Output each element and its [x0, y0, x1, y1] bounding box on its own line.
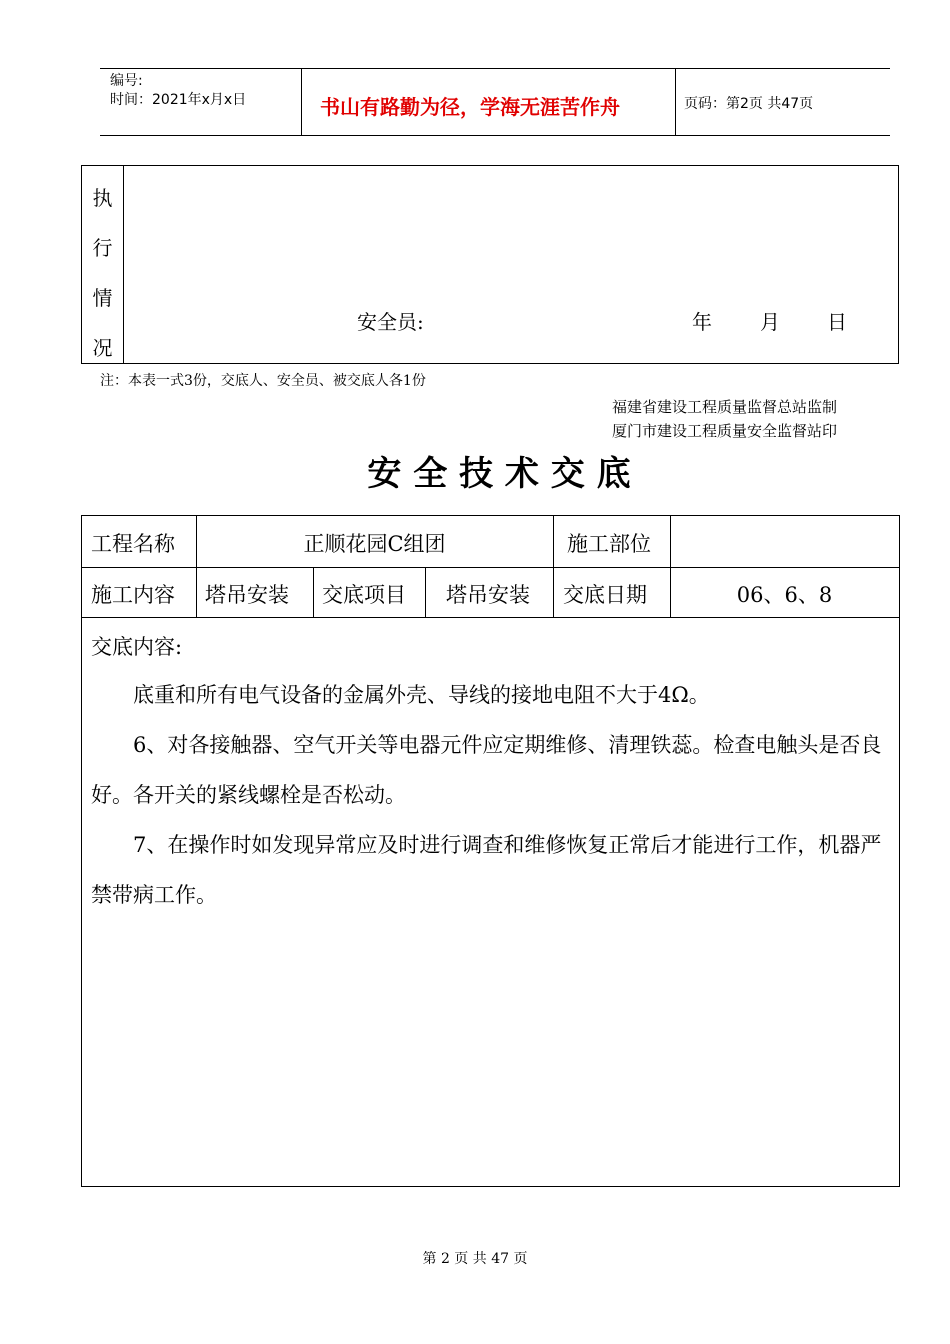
motto: 书山有路勤为径，学海无涯苦作舟 — [320, 95, 620, 119]
year-label: 年 — [692, 310, 712, 334]
body-paragraph-3: 7、在操作时如发现异常应及时进行调查和维修恢复正常后才能进行工作，机器严禁带病工作。 — [91, 833, 882, 907]
content-value: 塔吊安装 — [205, 583, 289, 607]
time-label: 时间：2021年x月x日 — [110, 92, 247, 108]
item-label: 交底项目 — [322, 583, 406, 607]
body-heading: 交底内容: — [91, 635, 183, 659]
header-top-rule — [100, 68, 890, 69]
header-bottom-rule — [100, 135, 890, 136]
row-rule-2 — [82, 617, 899, 618]
disclosure-table — [81, 515, 900, 1187]
body-paragraph-1: 底重和所有电气设备的金属外壳、导线的接地电阻不大于4Ω。 — [133, 683, 710, 707]
col-rule-3 — [425, 567, 426, 617]
col-rule-2 — [313, 567, 314, 617]
day-label: 日 — [827, 310, 847, 334]
document-title: 安 全 技 术 交 底 — [367, 454, 631, 494]
header-divider-right — [675, 68, 676, 136]
col-rule-4 — [553, 516, 554, 617]
site-label: 施工部位 — [567, 532, 651, 556]
date-value: 06、6、8 — [736, 583, 833, 607]
body-paragraph-2: 6、对各接触器、空气开关等电器元件应定期维修、清理铁蕊。检查电触头是否良好。各开关的紧线螺栓是否松动。 — [91, 733, 882, 807]
header-divider-left — [301, 68, 302, 136]
month-label: 月 — [760, 310, 780, 334]
issuer-line-2: 厦门市建设工程质量安全监督站印 — [612, 422, 838, 440]
number-label: 编号: — [110, 73, 143, 89]
execution-box-divider — [123, 166, 124, 363]
page-footer: 第 2 页 共 47 页 — [422, 1251, 528, 1267]
content-label: 施工内容 — [91, 583, 175, 607]
date-label: 交底日期 — [563, 583, 647, 607]
row-rule-1 — [82, 567, 899, 568]
execution-status-box — [81, 165, 899, 364]
execution-label-char-2: 行 — [92, 236, 113, 260]
page-info: 页码：第2页 共47页 — [684, 96, 814, 112]
execution-label-char-1: 执 — [92, 186, 113, 210]
project-name-value: 正顺花园C组团 — [303, 532, 446, 556]
execution-label-char-3: 情 — [92, 286, 113, 310]
execution-label-char-4: 况 — [92, 336, 113, 360]
project-name-label: 工程名称 — [91, 532, 175, 556]
issuer-line-1: 福建省建设工程质量监督总站监制 — [612, 398, 838, 416]
safety-officer-label: 安全员: — [357, 310, 424, 334]
note: 注：本表一式3份，交底人、安全员、被交底人各1份 — [100, 373, 426, 389]
item-value: 塔吊安装 — [446, 583, 530, 607]
